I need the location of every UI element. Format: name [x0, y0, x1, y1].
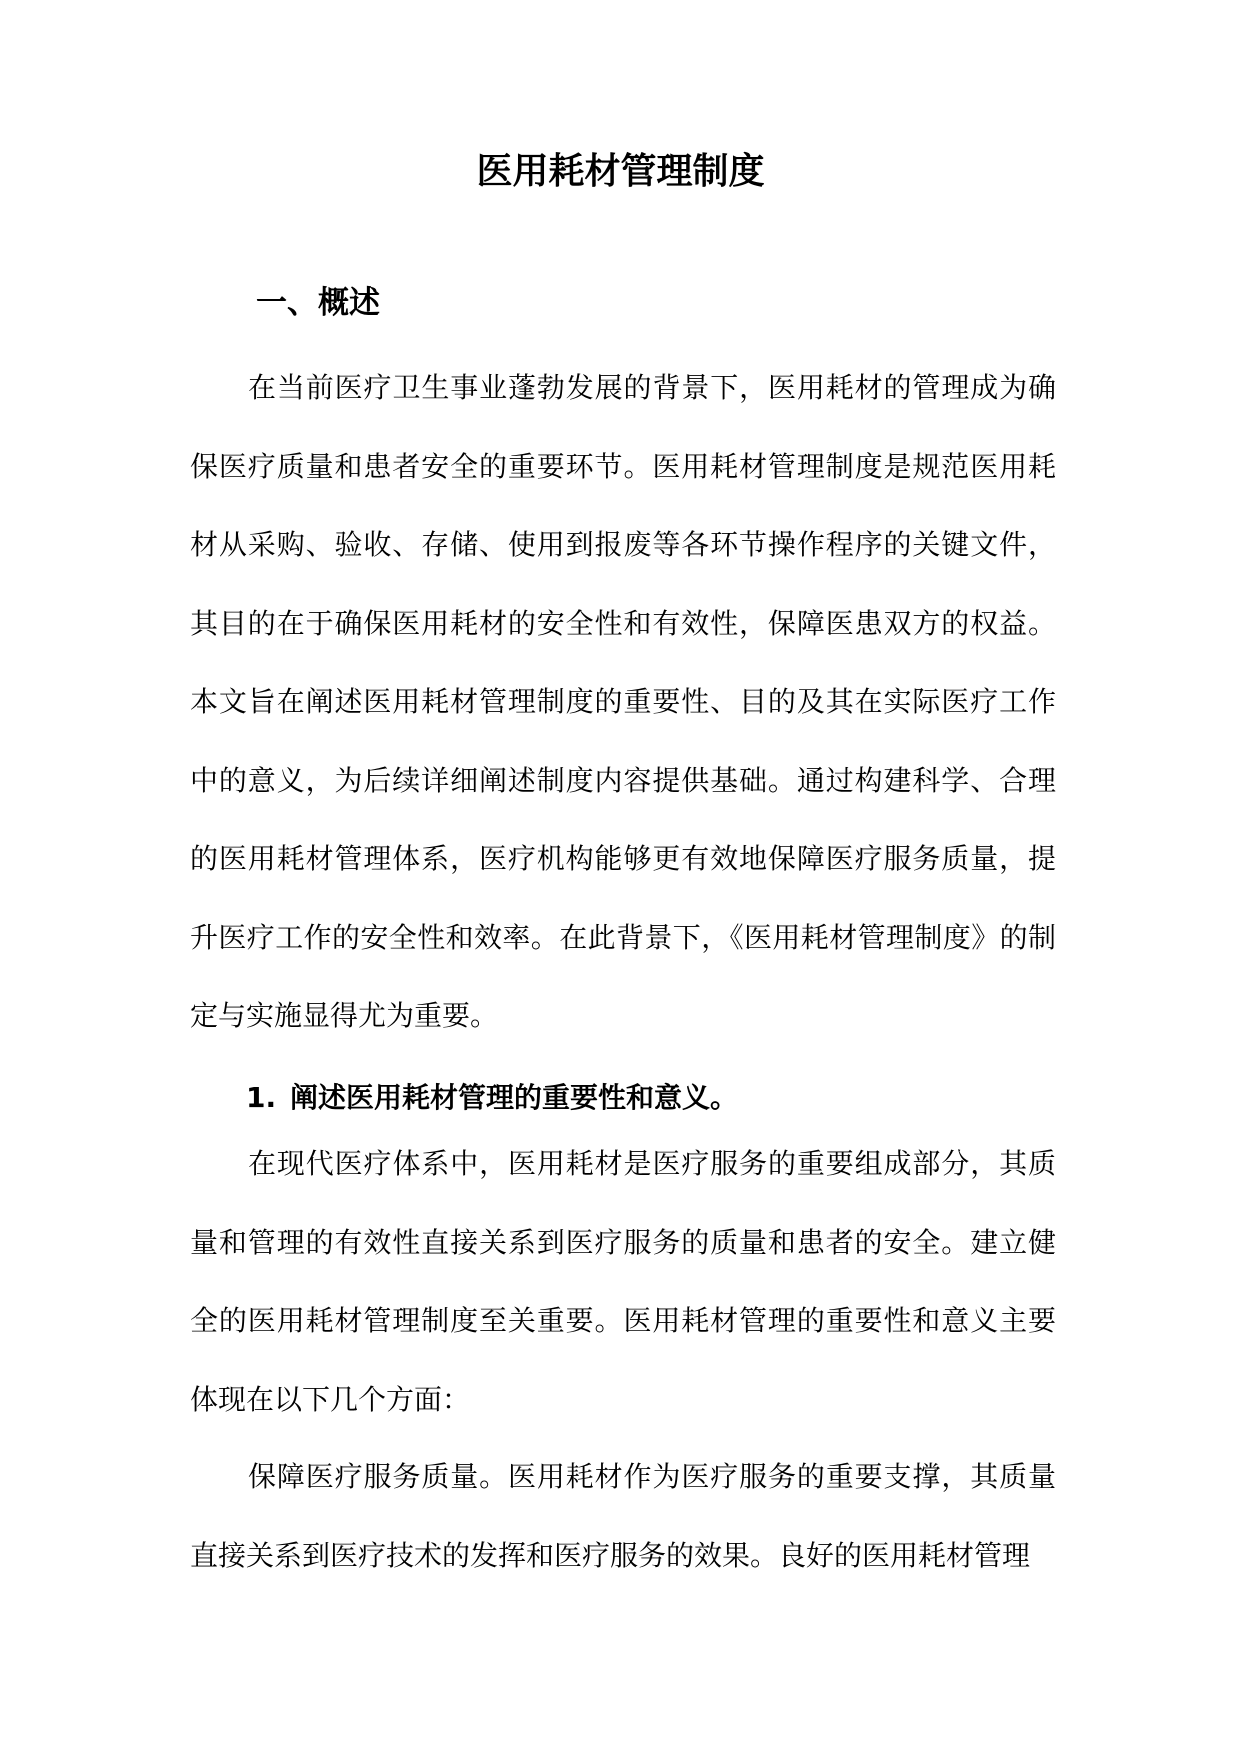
document-title: 医用耗材管理制度: [476, 151, 765, 192]
overview-paragraph: 在当前医疗卫生事业蓬勃发展的背景下，医用耗材的管理成为确保医疗质量和患者安全的重要环节。医用耗材管理制度是规范医用耗材从采购、验收、存储、使用到报废等各环节操作程序的关键文件，其目的在于确保医用耗材的安全性和有效性，保障医患双方的权益。本文旨在阐述医用耗材管理制度的重要性、目的及其在实际医疗工作中的意义，为后续详细阐述制度内容提供基础。通过构建科学、合理的医用耗材管理体系，医疗机构能够更有效地保障医疗服务质量，提升医疗工作的安全性和效率。在此背景下，《医用耗材管理制度》的制定与实施显得尤为重要。: [190, 371, 1056, 1032]
section-heading-overview: 一、概述: [256, 285, 380, 321]
subsection-heading-text: 阐述医用耗材管理的重要性和意义。: [290, 1081, 739, 1114]
subsection-heading: [246, 1078, 738, 1118]
quality-paragraph: 保障医疗服务质量。医用耗材作为医疗服务的重要支撑，其质量直接关系到医疗技术的发挥和医疗服务的效果。良好的医用耗材管理: [190, 1460, 1056, 1572]
importance-paragraph: 在现代医疗体系中，医用耗材是医疗服务的重要组成部分，其质量和管理的有效性直接关系到医疗服务的质量和患者的安全。建立健全的医用耗材管理制度至关重要。医用耗材管理的重要性和意义主要体现在以下几个方面：: [190, 1147, 1056, 1416]
subsection-number: 1.: [246, 1081, 277, 1114]
